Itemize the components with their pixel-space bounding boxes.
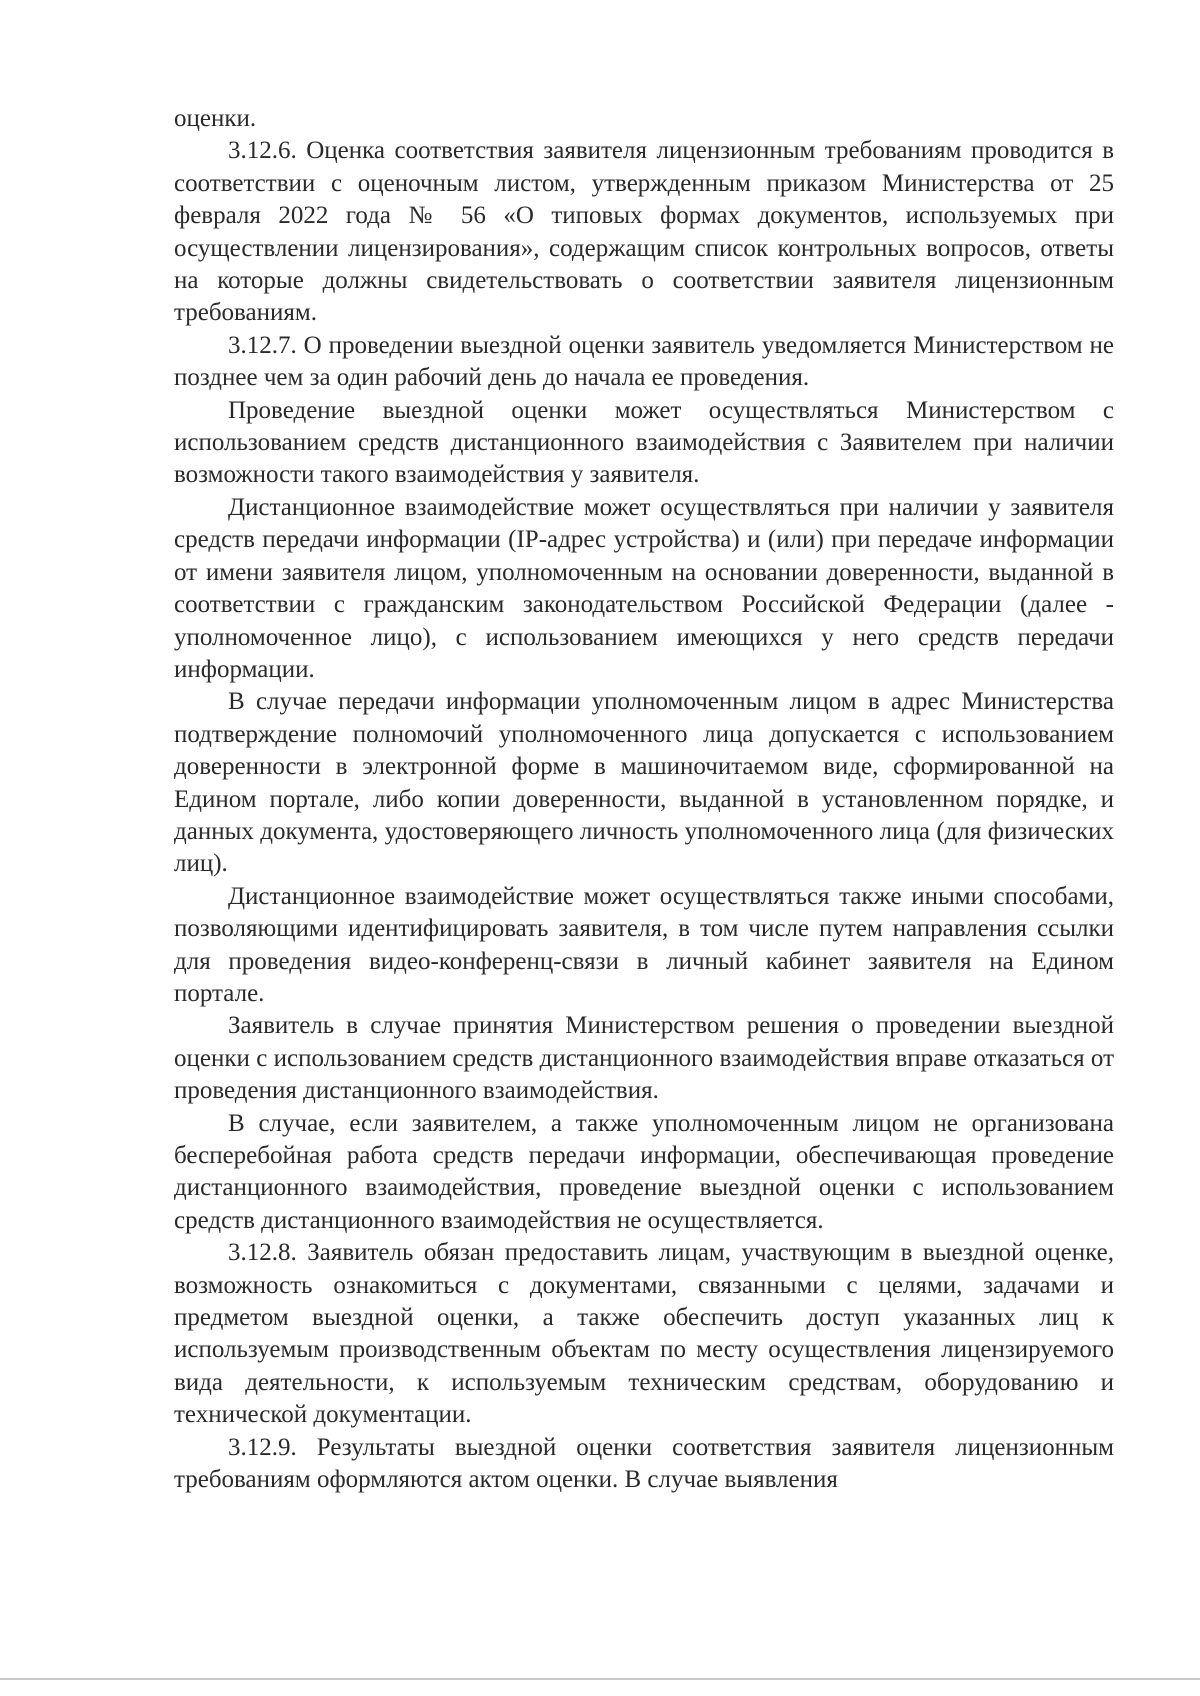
page-edge-line xyxy=(0,1678,1200,1680)
paragraph-right-to-refuse: Заявитель в случае принятия Министерством решения о проведении выездной оценки с использованием средств дистанционного взаимодействия вправе отказаться от проведения дистанционного взаимодействия. xyxy=(174,1012,1114,1105)
paragraph-other-methods: Дистанционное взаимодействие может осуществляться также иными способами, позволяющими идентифицировать заявителя, в том числе путем направления ссылки для проведения видео-конференц-связи в личный кабинет заявителя на Едином портале. xyxy=(174,882,1114,1007)
paragraph-remote-assessment: Проведение выездной оценки может осуществляться Министерством с использованием средств дистанционного взаимодействия с Заявителем при наличии возможности такого взаимодействия у заявителя. xyxy=(174,396,1114,489)
paragraph-continuation: оценки. xyxy=(174,105,257,132)
paragraph-authorized-person: В случае передачи информации уполномоченным лицом в адрес Министерства подтверждение полномочий уполномоченного лица допускается с использованием доверенности в электронной форме в машиночитаемом виде, сформированной на Едином портале, либо копии доверенности, выданной в установленном порядке, и данных документа, удостоверяющего личность уполномоченного лица (для физических лиц). xyxy=(174,688,1114,878)
paragraph-3-12-6: 3.12.6. Оценка соответствия заявителя лицензионным требованиям проводится в соответствии с оценочным листом, утвержденным приказом Министерства от 25 февраля 2022 года № 56 «О типовых формах документов, используемых при осуществлении лицензирования», содержащим список контрольных вопросов, ответы на которые должны свидетельствовать о соответствии заявителя лицензионным требованиям. xyxy=(174,137,1114,327)
document-body xyxy=(174,103,1114,1496)
paragraph-3-12-8: 3.12.8. Заявитель обязан предоставить лицам, участвующим в выездной оценке, возможность ознакомиться с документами, связанными с целями, задачами и предметом выездной оценки, а также обеспечить доступ указанных лиц к используемым производственным объектам по месту осуществления лицензируемого вида деятельности, к используемым техническим средствам, оборудованию и технической документации. xyxy=(174,1239,1114,1429)
paragraph-no-remote-assessment: В случае, если заявителем, а также уполномоченным лицом не организована бесперебойная работа средств передачи информации, обеспечивающая проведение дистанционного взаимодействия, проведение выездной оценки с использованием средств дистанционного взаимодействия не осуществляется. xyxy=(174,1109,1114,1234)
paragraph-3-12-7: 3.12.7. О проведении выездной оценки заявитель уведомляется Министерством не позднее чем за один рабочий день до начала ее проведения. xyxy=(174,331,1114,392)
paragraph-remote-interaction-means: Дистанционное взаимодействие может осуществляться при наличии у заявителя средств передачи информации (IP-адрес устройства) и (или) при передаче информации от имени заявителя лицом, уполномоченным на основании доверенности, выданной в соответствии с гражданским законодательством Российской Федерации (далее - уполномоченное лицо), с использованием имеющихся у него средств передачи информации. xyxy=(174,493,1114,683)
paragraph-3-12-9: 3.12.9. Результаты выездной оценки соответствия заявителя лицензионным требованиям оформляются актом оценки. В случае выявления xyxy=(174,1433,1114,1494)
